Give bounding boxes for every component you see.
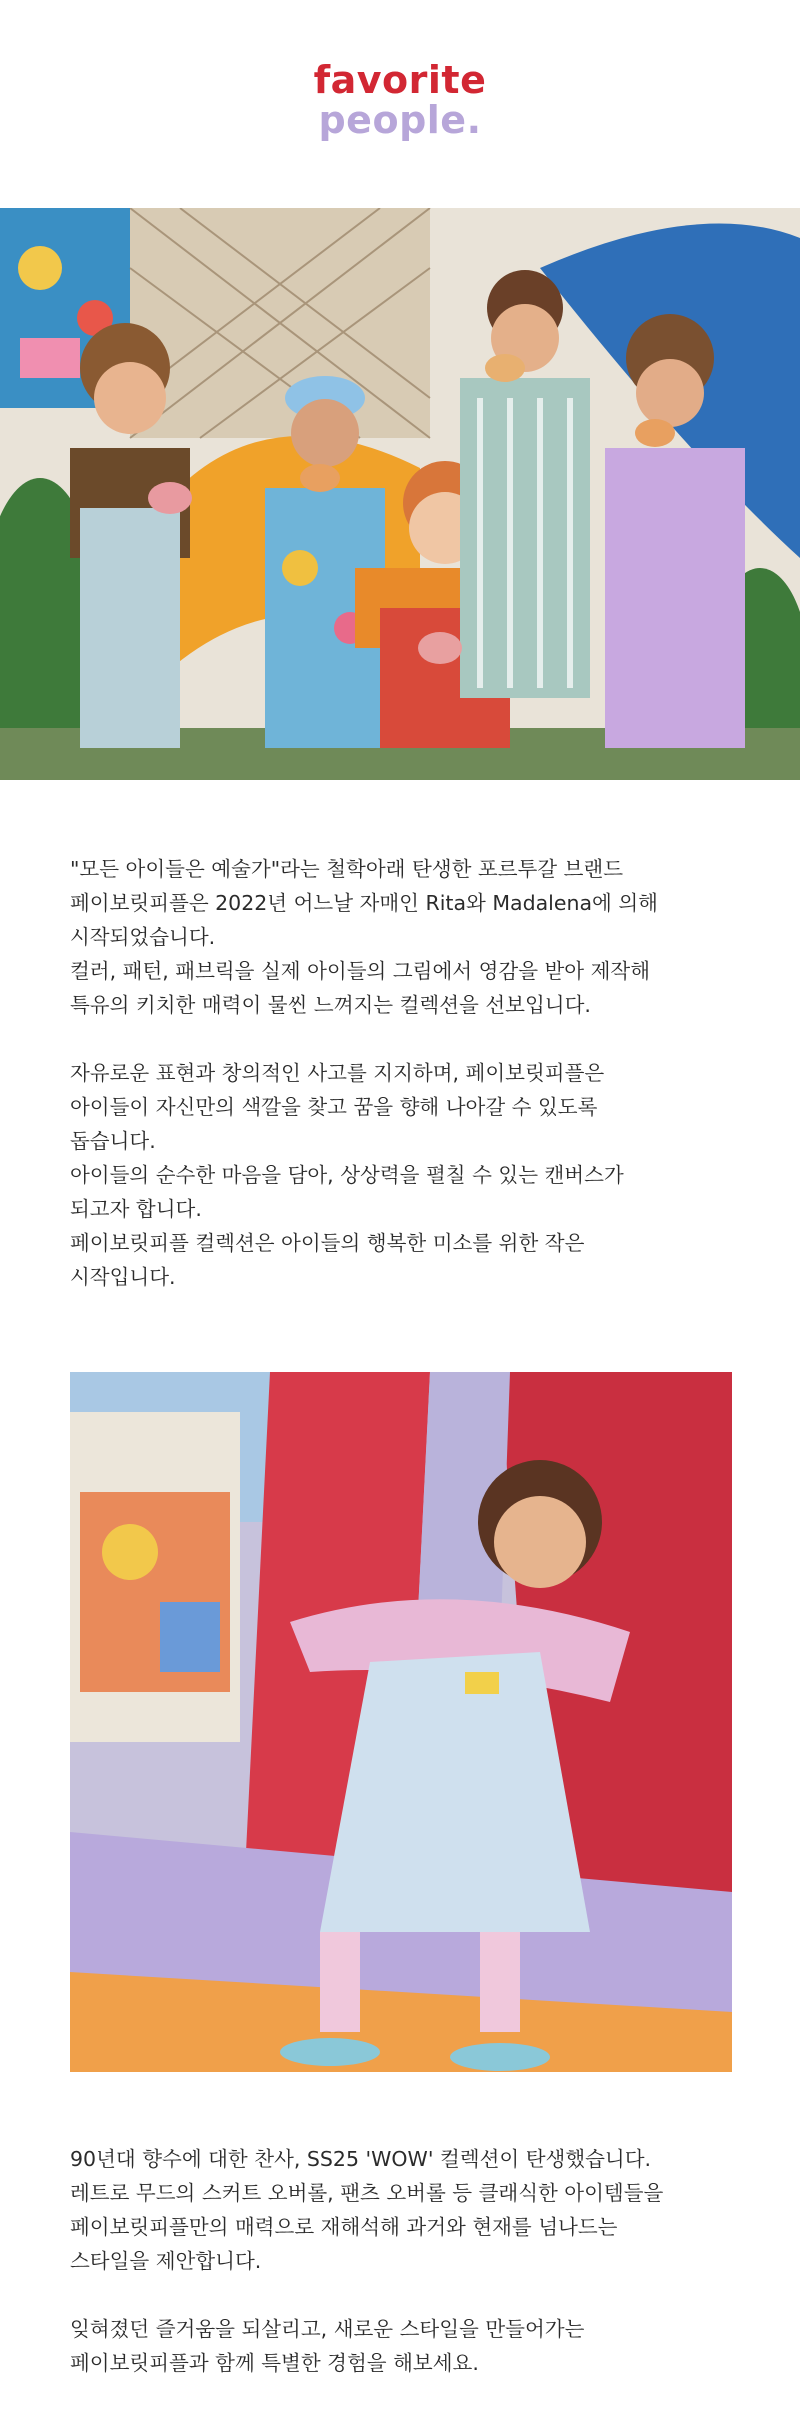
- collection-text: [70, 2142, 730, 2380]
- intro-line: 페이보릿피플은 2022년 어느날 자매인 Rita와 Madalena에 의해: [70, 891, 658, 915]
- kids-eating-donuts-photo: [0, 208, 800, 780]
- intro-line: 컬러, 패턴, 패브릭을 실제 아이들의 그림에서 영감을 받아 제작해: [70, 959, 651, 983]
- intro-line: 돕습니다.: [70, 1129, 156, 1153]
- collection-line: 페이보릿피플과 함께 특별한 경험을 해보세요.: [70, 2351, 479, 2375]
- intro-line: 시작되었습니다.: [70, 925, 216, 949]
- logo-line-1: favorite: [313, 58, 487, 102]
- hero-photo: [0, 208, 800, 780]
- intro-text: [70, 852, 730, 1294]
- intro-line: 아이들의 순수한 마음을 담아, 상상력을 펼칠 수 있는 캔버스가: [70, 1163, 624, 1187]
- second-photo: [70, 1372, 732, 2072]
- intro-line: 아이들이 자신만의 색깔을 찾고 꿈을 향해 나아갈 수 있도록: [70, 1095, 598, 1119]
- intro-line: 자유로운 표현과 창의적인 사고를 지지하며, 페이보릿피플은: [70, 1061, 605, 1085]
- collection-line: 레트로 무드의 스커트 오버롤, 팬츠 오버롤 등 클래식한 아이템들을: [70, 2181, 664, 2205]
- intro-line: 시작입니다.: [70, 1265, 176, 1289]
- brand-logo: [0, 60, 800, 140]
- logo-line-2: people.: [318, 98, 482, 142]
- intro-line: 되고자 합니다.: [70, 1197, 202, 1221]
- girl-in-overalls-photo: [70, 1372, 732, 2072]
- intro-line: 특유의 키치한 매력이 물씬 느껴지는 컬렉션을 선보입니다.: [70, 993, 591, 1017]
- collection-line: 페이보릿피플만의 매력으로 재해석해 과거와 현재를 넘나드는: [70, 2215, 618, 2239]
- intro-line: "모든 아이들은 예술가"라는 철학아래 탄생한 포르투갈 브랜드: [70, 857, 624, 881]
- collection-line: 90년대 향수에 대한 찬사, SS25 'WOW' 컬렉션이 탄생했습니다.: [70, 2147, 652, 2171]
- collection-line: 잊혀졌던 즐거움을 되살리고, 새로운 스타일을 만들어가는: [70, 2317, 585, 2341]
- collection-line: 스타일을 제안합니다.: [70, 2249, 262, 2273]
- intro-line: 페이보릿피플 컬렉션은 아이들의 행복한 미소를 위한 작은: [70, 1231, 585, 1255]
